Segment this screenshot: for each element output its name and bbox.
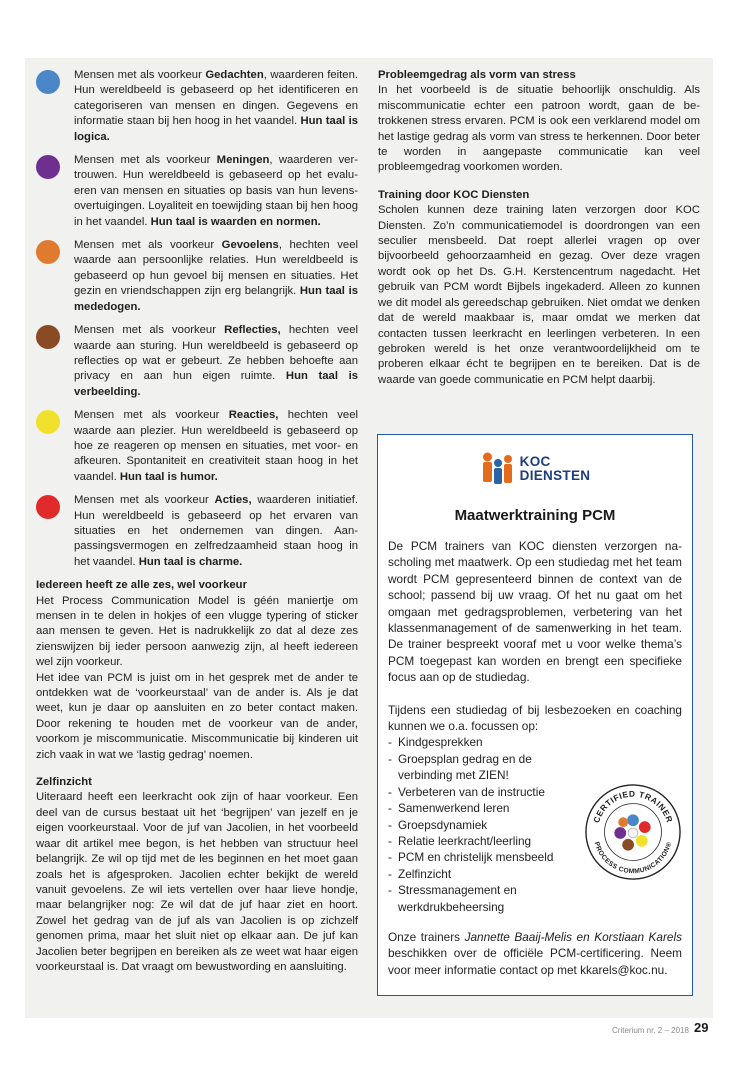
section xyxy=(36,775,358,975)
personality-type xyxy=(36,408,358,485)
type-description: , hechten veel waarde aan persoonlijke relaties. Hun wereldbeeld is gebaseerd op hun gevoel bij mensen en situaties. Het gezin en vriendschappen zijn erg belangrijk. xyxy=(74,239,358,298)
circle-red-icon xyxy=(36,495,60,519)
koc-diensten-logo xyxy=(388,449,682,489)
circle-orange-icon xyxy=(36,240,60,264)
outro-post: beschikken over de officiële PCM-certificering. Neem voor meer informatie contact op met kkarels@koc.nu. xyxy=(388,946,682,977)
type-language: Hun taal is humor. xyxy=(119,470,218,483)
box-title: Maatwerktraining PCM xyxy=(454,507,616,524)
type-intro: Mensen met als voorkeur xyxy=(74,494,215,507)
maatwerktraining-box xyxy=(377,434,693,996)
personality-type-text xyxy=(74,68,358,145)
section-paragraph: In het voorbeeld is de situatie behoorlijk onschuldig. Als miscommunicatie echter een patroon wordt, gaan de betrokkenen stress ervaren. PCM is ook een verklarend model om het lastige gedrag als vorm van stress te herkennen. Door beter te worden in aangepaste communicatie kan veel probleemgedrag voorkomen worden. xyxy=(378,84,700,174)
personality-type-list xyxy=(36,68,358,570)
koc-people-icon xyxy=(480,450,514,488)
personality-type-text xyxy=(74,323,358,400)
focus-list-item: - Zelfinzicht xyxy=(388,866,572,882)
logo-text-diensten: DIENSTEN xyxy=(519,468,591,483)
type-preference: Acties, xyxy=(214,494,252,507)
section-heading: Zelfinzicht xyxy=(36,776,92,789)
type-language: Hun taal is logica. xyxy=(74,115,358,143)
circle-brown-icon xyxy=(36,325,60,349)
focus-list-item: - Kindgesprekken xyxy=(388,734,572,750)
type-intro: Mensen met als voorkeur xyxy=(74,69,206,81)
personality-type xyxy=(36,323,358,400)
right-column xyxy=(378,68,700,400)
focus-list-item: - Verbeteren van de instructie xyxy=(388,784,572,800)
type-description: , waarderen feiten. Hun wereldbeeld is gebaseerd op het identificeren en categoriseren van mensen en dingen. Gegevens en informatie staan bij hen hoog in het vaandel. xyxy=(74,69,358,128)
box-intro: De PCM trainers van KOC diensten verzorgen nascholing met maatwerk. Op een studiedag met het team wordt PCM gepresenteerd binnen de context van de school; passend bij uw vraag. Of het nu gaat om het omgaan met gedragsproblemen, verbetering van het klassenmanagement of de samenwerking in het team. De trainer bespreekt vooraf met u voor welke thema’s PCM toegepast kan worden en brengt een specifieke focus aan op de studiedag. xyxy=(388,539,682,685)
personality-type xyxy=(36,493,358,570)
type-intro: Mensen met als voorkeur xyxy=(74,154,217,167)
section xyxy=(378,68,700,176)
type-intro: Mensen met als voorkeur xyxy=(74,324,225,337)
type-preference: Reacties, xyxy=(228,409,279,422)
left-sections xyxy=(36,578,358,975)
focus-list-item: - Groepsdynamiek xyxy=(388,817,572,833)
circle-purple-icon xyxy=(36,155,60,179)
type-language: Hun taal is verbeelding. xyxy=(74,370,359,398)
type-intro: Mensen met als voorkeur xyxy=(74,409,229,422)
left-column xyxy=(36,68,358,987)
personality-type xyxy=(36,153,358,230)
type-description: waarderen initiatief. Hun wereldbeeld is gebaseerd op het ervaren van situaties en het ondernemen van dingen. Aanpassingsvermogen en zelfredzaamheid staan hoog in het vaandel. xyxy=(74,494,358,568)
type-preference: Gedachten xyxy=(205,69,264,81)
focus-list-item: - Stressmanagement en werkdrukbeheersing xyxy=(388,882,572,915)
type-language: Hun taal is mededogen. xyxy=(74,285,358,313)
type-description: hechten veel waarde aan sturing. Hun wereldbeeld is gebaseerd op reflecties op wat er gebeurt. Ze hebben behoefte aan privacy en aan hun eigen ruimte. xyxy=(74,324,358,383)
personality-type-text xyxy=(74,493,358,570)
personality-type-text xyxy=(74,238,358,315)
personality-type xyxy=(36,238,358,315)
personality-type-text xyxy=(74,153,358,230)
outro-pre: Onze trainers xyxy=(388,929,465,944)
type-description: hechten veel waarde aan plezier. Hun wereldbeeld is gebaseerd op hoe ze reageren op mensen en situaties, met voor- en afkeuren. Spontaniteit en creativiteit staan hoog in het vaandel. xyxy=(74,409,358,483)
certified-trainer-badge xyxy=(584,783,682,881)
section-paragraph: Het idee van PCM is juist om in het gesprek met de ander te ontdekken wat de ‘voorkeurstaal’ van de ander is. Als je dat weet, kun je daar op aansluiten en zo beter contact maken. Door rekening te houden met de voorkeur van de ander, voorkom je miscommunicatie. Miscommunicatie bij kinderen uit zich vaak in wat we ‘lastig gedrag’ noemen. xyxy=(36,671,358,761)
focus-list xyxy=(388,734,572,914)
focus-list-item: - Samenwerkend leren xyxy=(388,800,572,816)
footer-meta: Criterium nr. 2 – 2018 xyxy=(612,1026,689,1035)
section xyxy=(36,578,358,763)
box-outro xyxy=(388,929,682,978)
focus-list-item: - Groepsplan gedrag en de verbinding met ZIEN! xyxy=(388,751,572,784)
circle-yellow-icon xyxy=(36,410,60,434)
section-paragraph: Scholen kunnen deze training laten verzorgen door KOC Diensten. Zo’n communicatiemodel is doordrongen van een seculier mensbeeld. Dat roept allerlei vragen op over bijvoorbeeld gehoorzaamheid en gezag. Over deze vragen wordt ook op het Ds. G.H. Kerstencentrum nagedacht. Het gebruik van PCM wordt Bijbels ingekaderd. Alleen zo kunnen we dit model als gereedschap gebruiken. Niet omdat we denken dat de wereld maakbaar is, maar omdat we merken dat contacten tussen leerkracht en leerlingen verbeteren. In een gebroken wereld is het onze verantwoordelijkheid om te proberen elkaar écht te begrijpen en te bereiken. Dat is de waarde van goede communicatie en PCM helpt daarbij. xyxy=(378,204,700,386)
badge-bottom-text: PROCESS COMMUNICATION® xyxy=(592,841,674,876)
type-intro: Mensen met als voorkeur xyxy=(74,239,222,252)
type-language: Hun taal is waarden en normen. xyxy=(150,215,321,228)
type-language: Hun taal is charme. xyxy=(138,555,243,568)
outro-trainer-names: Jannette Baaij-Melis en Korstiaan Karels xyxy=(464,929,682,944)
type-description: , waarderen vertrouwen. Hun wereldbeeld is gebaseerd op het evalueren van mensen en situaties op basis van hun levensovertuigingen. Loyaliteit en toewijding staan bij hen hoog in het vaandel. xyxy=(74,154,358,228)
section-heading: Iedereen heeft ze alle zes, wel voorkeur xyxy=(36,579,247,592)
personality-type xyxy=(36,68,358,145)
logo-text-koc: KOC xyxy=(519,454,551,469)
section-paragraph: Uiteraard heeft een leerkracht ook zijn of haar voorkeur. Een deel van de cursus bestaat uit het ‘begrijpen’ van jezelf en je eigen voorkeurstaal. Voor de juf van Jacolien, in het voorbeeld waar dit artikel mee begon, is het hebben van structuur heel belangrijk. Ze wil op tijd met de les beginnen en het moet gaan zoals het is afgesproken. Jacolien echter bekijkt de wereld vanuit gevoelens. Ze wil iets vertellen over haar lieve hondje, maar belangrijker nog: Ze wil dat de juf haar ziet en hoort. Zowel het gedrag van de juf als van Jacolien is op zichzelf genomen prima, maar het sluit niet op elkaar aan. De juf kan Jacolien beter begrijpen en bereiken als ze weet wat haar eigen voorkeurstaal is. Dat vraagt om bewustwording en aansluiting. xyxy=(36,791,358,973)
focus-list-item: - Relatie leerkracht/leerling xyxy=(388,833,572,849)
box-list-intro: Tijdens een studiedag of bij lesbezoeken en coaching kunnen we o.a. focussen op: xyxy=(388,702,682,734)
section xyxy=(378,188,700,388)
focus-list-item: - PCM en christelijk mensbeeld xyxy=(388,849,572,865)
type-preference: Gevoelens xyxy=(221,239,279,252)
section-heading: Probleemgedrag als vorm van stress xyxy=(378,69,576,81)
personality-type-text xyxy=(74,408,358,485)
badge-top-text: CERTIFIED TRAINER xyxy=(591,788,675,825)
right-sections xyxy=(378,68,700,388)
section-paragraph: Het Process Communication Model is géén maniertje om mensen in te delen in hokjes of een vlugge typering of sticker aan mensen te geven. Het is nadrukkelijk zo dat al deze zes zienswijzen bij ieder persoon aanwezig zijn, al heeft iedereen wel zijn voorkeur. xyxy=(36,594,358,669)
circle-blue-icon xyxy=(36,70,60,94)
page-number: 29 xyxy=(694,1020,709,1035)
type-preference: Meningen xyxy=(216,154,270,167)
type-preference: Reflecties, xyxy=(224,324,281,337)
section-heading: Training door KOC Diensten xyxy=(378,188,530,201)
